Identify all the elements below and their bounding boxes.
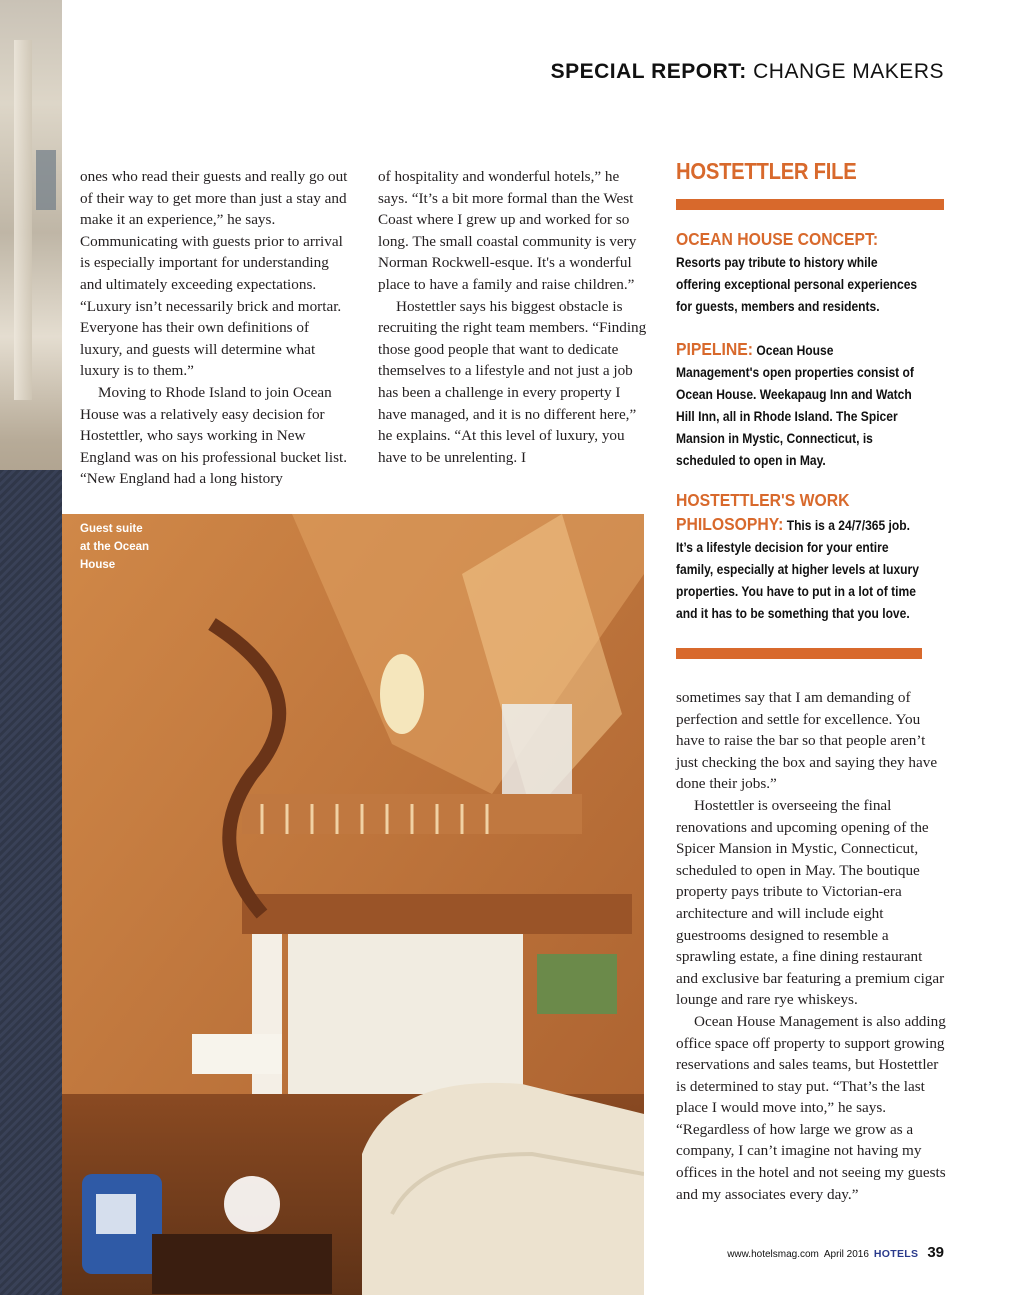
orange-divider [676, 199, 944, 210]
philosophy-text: This is a 24/7/365 job. It’s a lifestyle decision for your entire family, especially at higher levels at luxury properties. You have to put in a lot of time and it has to be something that you love. [676, 518, 919, 621]
edge-window [36, 150, 56, 210]
orange-divider-bottom [676, 648, 922, 659]
article-column-2 [378, 166, 648, 468]
article-column-1 [80, 166, 352, 490]
pipeline-text: Ocean House Management's open properties consist of Ocean House. Weekapaug Inn and Watch Hill Inn, all in Rhode Island. The Spicer Mansion in Mystic, Connecticut, is scheduled to open in May. [676, 343, 914, 468]
paragraph: ones who read their guests and really go out of their way to get more than just a stay and make it an experience,” he says. Communicating with guests prior to arrival is especially important for understanding and ultimately exceeding expectations. “Luxury isn’t necessarily brick and mortar. Everyone has their own definitions of luxury, and guests will determine what luxury is to them.” [80, 168, 348, 380]
footer-date: April 2016 [823, 1249, 869, 1260]
guest-suite-photo [62, 514, 644, 1295]
edge-column [14, 40, 32, 400]
page-footer [727, 1244, 944, 1261]
paragraph: Ocean House Management is also adding office space off property to support growing reservations and sales teams, but Hostettler is determined to stay put. “That’s the last place I would move into,” he says. “Regardless of how large we grow as a company, I can’t imagine not having my offices in the hotel and not seeing my guests and my associates every day.” [676, 1012, 946, 1203]
pipeline-heading: PIPELINE: [676, 339, 754, 359]
concept-heading: OCEAN HOUSE CONCEPT: [676, 229, 879, 249]
edge-photo [0, 0, 62, 1295]
philosophy-heading: HOSTETTLER'S WORK PHILOSOPHY: [676, 490, 850, 534]
paragraph: Hostettler says his biggest obstacle is recruiting the right team members. “Finding those good people that want to dedicate themselves to a lifestyle and not just a job has been a challenge in every property I have managed, and it is no different here,” he explains. “At this level of luxury, you have to be unrelenting. I [378, 297, 647, 466]
article-column-3 [676, 687, 946, 1205]
philosophy-block [676, 489, 919, 625]
section-header [551, 60, 944, 84]
footer-url: www.hotelsmag.com [727, 1249, 819, 1260]
room-illustration [62, 514, 644, 1295]
header-rest: CHANGE MAKERS [753, 60, 944, 83]
photo-caption: Guest suite at the Ocean House [80, 523, 150, 571]
paragraph: sometimes say that I am demanding of perfection and settle for excellence. You have to raise the bar so that people aren’t just checking the box and saying they have done their jobs.” [676, 689, 938, 793]
sidebar-title: HOSTETTLER FILE [676, 158, 857, 184]
concept-block [676, 228, 919, 318]
sidebar-hostettler-file [676, 158, 946, 621]
paragraph: Moving to Rhode Island to join Ocean House was a relatively easy decision for Hostettler, who says working in New England was on his professional bucket list. “New England had a long history [80, 383, 348, 488]
header-bold: SPECIAL REPORT: [550, 60, 747, 83]
page-number: 39 [927, 1244, 944, 1261]
footer-brand: HOTELS [873, 1248, 919, 1260]
edge-suit [0, 470, 62, 1295]
paragraph: of hospitality and wonderful hotels,” he says. “It’s a bit more formal than the West Coast where I grew up and worked for so long. The small coastal community is very Norman Rockwell-esque. It's a wonderful place to have a family and raise children.” [378, 168, 637, 293]
concept-text: Resorts pay tribute to history while offering exceptional personal experiences for guests, members and residents. [676, 255, 918, 314]
pipeline-block [676, 338, 919, 472]
paragraph: Hostettler is overseeing the final renovations and upcoming opening of the Spicer Mansion in Mystic, Connecticut, scheduled to open in May. The boutique property pays tribute to Victorian-era architecture and will include eight guestrooms designed to resemble a sprawling estate, a fine dining restaurant and exclusive bar featuring a premium cigar lounge and rare rye whiskeys. [676, 796, 945, 1009]
